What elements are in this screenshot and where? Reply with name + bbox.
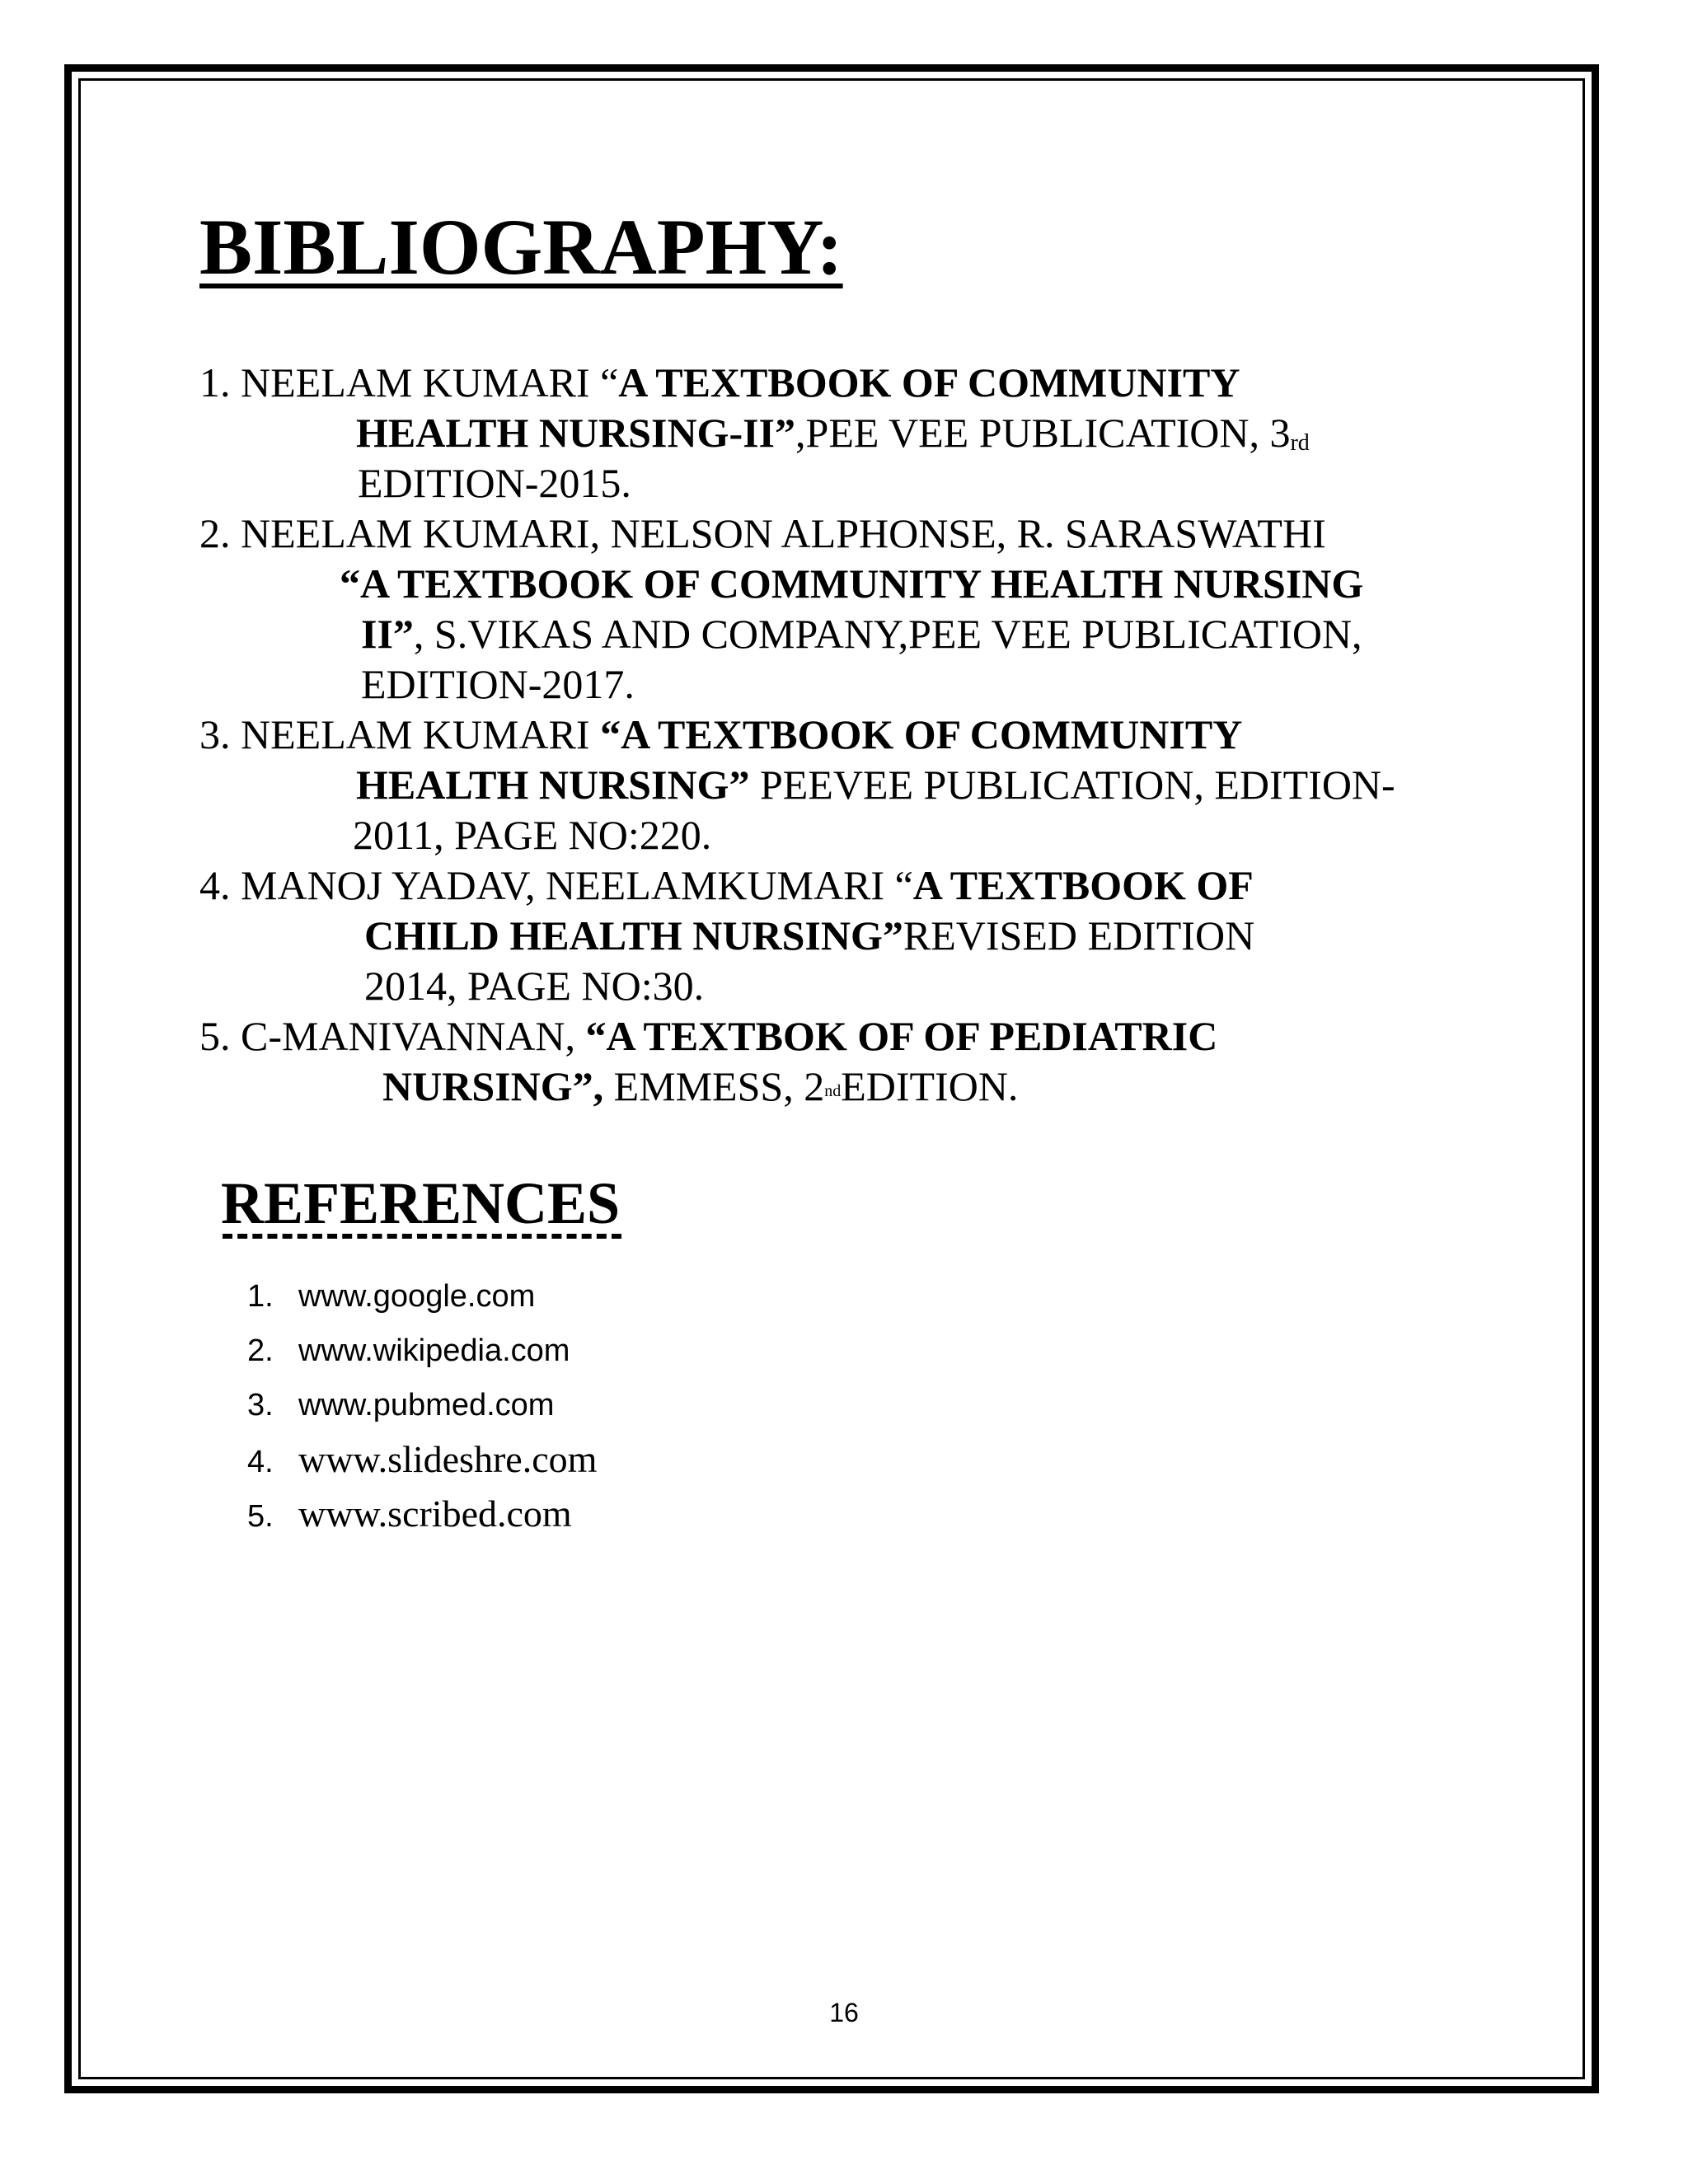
entry-author: MANOJ YADAV, NEELAMKUMARI “ [230, 862, 913, 908]
entry-author: NEELAM KUMARI [230, 711, 601, 757]
references-heading: REFERENCES [221, 1170, 621, 1236]
reference-link[interactable]: www.wikipedia.com [298, 1333, 570, 1368]
reference-link[interactable]: www.scribed.com [298, 1493, 572, 1535]
entry-title: “A TEXTBOOK OF COMMUNITY [600, 711, 1243, 757]
bibliography-entry [199, 509, 1395, 710]
entry-title: NURSING”, [382, 1063, 604, 1109]
references-list [247, 1269, 597, 1541]
bibliography-entry [199, 860, 1395, 1011]
reference-link[interactable]: www.google.com [298, 1279, 536, 1314]
entry-author: C-MANIVANNAN, [230, 1013, 586, 1059]
entry-edition: 2014, PAGE NO:30. [364, 963, 705, 1009]
bibliography-entry [199, 710, 1395, 860]
entry-number: 5. [199, 1013, 231, 1059]
entry-publisher: PEEVEE PUBLICATION, EDITION- [749, 762, 1395, 808]
entry-title: “A TEXTBOOK OF COMMUNITY HEALTH NURSING [340, 560, 1364, 607]
entry-superscript: nd [824, 1082, 842, 1100]
reference-number: 2. [247, 1333, 274, 1368]
entry-title: A TEXTBOOK OF [912, 862, 1254, 908]
entry-title: CHILD HEALTH NURSING” [364, 912, 903, 958]
entry-publisher: , S.VIKAS AND COMPANY,PEE VEE PUBLICATION, [413, 611, 1362, 657]
bibliography-heading: BIBLIOGRAPHY: [199, 203, 843, 291]
reference-link[interactable]: www.slideshre.com [298, 1438, 598, 1480]
reference-number: 1. [247, 1279, 274, 1314]
page-number: 16 [829, 1998, 859, 2027]
reference-item [247, 1378, 597, 1432]
reference-item [247, 1487, 597, 1541]
reference-item [247, 1324, 597, 1378]
entry-title: A TEXTBOOK OF COMMUNITY [618, 359, 1240, 405]
entry-publisher: ,PEE VEE PUBLICATION, 3 [795, 410, 1291, 456]
entry-title: HEALTH NURSING-II” [356, 410, 796, 456]
reference-item [247, 1432, 597, 1487]
reference-link[interactable]: www.pubmed.com [298, 1388, 555, 1422]
entry-number: 3. [199, 711, 231, 757]
entry-number: 4. [199, 862, 231, 908]
entry-author: NEELAM KUMARI “ [230, 359, 619, 405]
entry-number: 2. [199, 510, 231, 556]
entry-publisher: EMMESS, 2 [603, 1063, 825, 1109]
reference-number: 4. [247, 1445, 274, 1479]
reference-number: 5. [247, 1499, 274, 1534]
bibliography-list [199, 358, 1395, 1112]
entry-publisher: REVISED EDITION [903, 912, 1255, 958]
entry-superscript: rd [1290, 430, 1310, 456]
entry-edition: EDITION-2015. [358, 460, 631, 506]
entry-author: NEELAM KUMARI, NELSON ALPHONSE, R. SARASWATHI [230, 510, 1326, 556]
entry-edition: 2011, PAGE NO:220. [353, 812, 712, 858]
references-heading-dashed-underline [223, 1234, 621, 1239]
entry-edition: EDITION. [841, 1063, 1019, 1109]
reference-number: 3. [247, 1388, 274, 1422]
bibliography-entry [199, 358, 1395, 509]
entry-title: II” [361, 611, 414, 657]
entry-number: 1. [199, 359, 231, 405]
reference-item [247, 1269, 597, 1324]
entry-title: “A TEXTBOK OF OF PEDIATRIC [585, 1013, 1218, 1059]
bibliography-entry [199, 1011, 1395, 1112]
entry-title: HEALTH NURSING” [356, 762, 750, 808]
entry-edition: EDITION-2017. [361, 661, 635, 707]
